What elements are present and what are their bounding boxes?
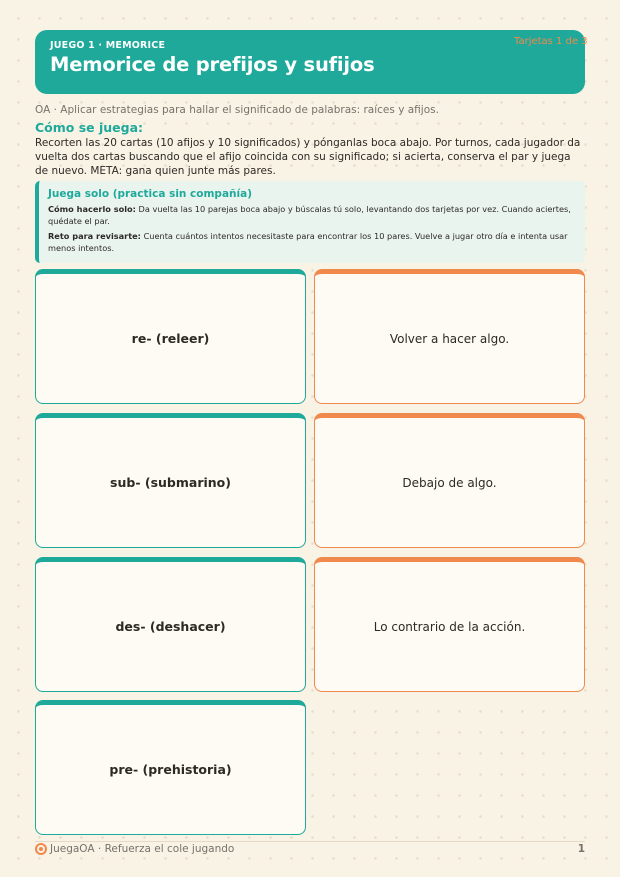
affix-card-label: re- (releer) — [131, 331, 210, 346]
meaning-card-label: Volver a hacer algo. — [389, 331, 510, 346]
meaning-card-label: Debajo de algo. — [402, 475, 497, 490]
affix-card-label: des- (deshacer) — [115, 619, 226, 634]
meaning-card-label: Lo contrario de la acción. — [373, 619, 526, 634]
page-title: Memorice de prefijos y sufijos — [50, 53, 375, 76]
solo-how-text: Da vuelta las 10 parejas boca abajo y búscalas tú solo, levantando dos tarjetas por vez. Cuando aciertes, quédate el par. — [48, 204, 571, 226]
affix-card-des — [35, 557, 306, 692]
game-kicker: JUEGO 1 · MEMORICE — [50, 40, 166, 51]
meaning-card-re — [314, 269, 585, 404]
affix-card-re — [35, 269, 306, 404]
solo-challenge — [48, 230, 575, 254]
how-to-title: Cómo se juega: — [35, 120, 144, 135]
footer-brand: JuegaOA · Refuerza el cole jugando — [50, 843, 235, 855]
affix-card-label: sub- (submarino) — [110, 475, 231, 490]
learning-objective: OA · Aplicar estrategias para hallar el significado de palabras: raíces y afijos. — [35, 104, 439, 116]
cards-page-tag: Tarjetas 1 de 3 — [514, 36, 588, 47]
how-to-text: Recorten las 20 cartas (10 afijos y 10 significados) y pónganlas boca abajo. Por turnos, cada jugador da vuelta dos cartas buscando que el afijo coincida con su significado; si acierta, conserva el par y juega de nuevo. META: gana quien junte más pares. — [35, 137, 581, 177]
game-header — [35, 30, 585, 94]
solo-challenge-label: Reto para revisarte: — [48, 231, 141, 241]
solo-how-label: Cómo hacerlo solo: — [48, 204, 136, 214]
affix-card-pre — [35, 700, 306, 835]
affix-card-label: pre- (prehistoria) — [109, 762, 232, 777]
meaning-card-des — [314, 557, 585, 692]
solo-title: Juega solo (practica sin compañía) — [48, 188, 252, 200]
solo-challenge-text: Cuenta cuántos intentos necesitaste para encontrar los 10 pares. Vuelve a jugar otro día e intenta usar menos intentos. — [48, 231, 568, 253]
footer-divider — [35, 841, 585, 842]
meaning-card-sub — [314, 413, 585, 548]
brand-logo-icon — [35, 843, 47, 855]
affix-card-sub — [35, 413, 306, 548]
solo-play-box — [35, 181, 585, 263]
solo-how — [48, 203, 575, 227]
page-number: 1 — [577, 843, 585, 855]
